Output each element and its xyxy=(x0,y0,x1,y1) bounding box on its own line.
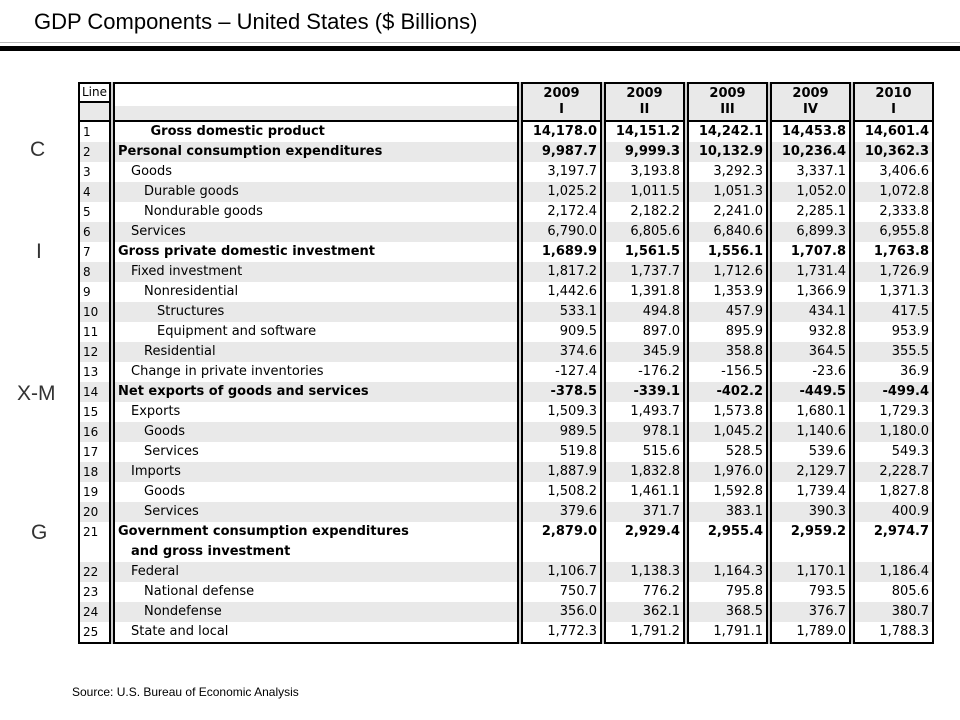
value-cell: 2,879.0 xyxy=(541,524,597,539)
value-cell: 2,228.7 xyxy=(855,462,932,482)
period-year: 2010 xyxy=(875,86,912,101)
value-cell: 6,955.8 xyxy=(855,222,932,242)
label-column-header xyxy=(115,84,517,122)
value-cell: 1,052.0 xyxy=(772,182,849,202)
value-cell: -127.4 xyxy=(555,364,597,379)
value-cell: 989.5 xyxy=(523,422,600,442)
value-cell: 1,170.1 xyxy=(772,562,849,582)
value-cell: -176.2 xyxy=(638,364,680,379)
period-quarter: II xyxy=(639,102,650,117)
line-number-cell: 19 xyxy=(83,485,99,499)
value-cell: 1,138.3 xyxy=(606,562,683,582)
value-cell: 1,827.8 xyxy=(879,484,929,499)
value-cell: 1,180.0 xyxy=(855,422,932,442)
value-cell: 355.5 xyxy=(855,342,932,362)
line-number-cell: 6 xyxy=(80,222,109,242)
value-cell: 1,051.3 xyxy=(689,182,766,202)
value-cell: 1,371.3 xyxy=(879,284,929,299)
source-note: Source: U.S. Bureau of Economic Analysis xyxy=(72,685,299,699)
value-cell: 1,707.8 xyxy=(790,244,846,259)
line-number-cell: 12 xyxy=(80,342,109,362)
value-cell: 368.5 xyxy=(689,602,766,622)
value-cell: -402.2 xyxy=(689,382,766,402)
value-cell: 358.8 xyxy=(689,342,766,362)
label-column xyxy=(113,82,519,644)
row-label-cell: Goods xyxy=(131,164,173,179)
row-label-cell: Residential xyxy=(115,342,517,362)
value-cell: 1,508.2 xyxy=(547,484,597,499)
value-cell: 2,172.4 xyxy=(547,204,597,219)
margin-label-investment: I xyxy=(36,240,42,263)
row-label-cell: National defense xyxy=(144,584,255,599)
value-cell: 10,132.9 xyxy=(689,142,766,162)
period-column-header xyxy=(689,84,766,122)
value-cell: -449.5 xyxy=(772,382,849,402)
value-cell: -156.5 xyxy=(721,364,763,379)
row-label-cell: State and local xyxy=(131,624,229,639)
row-label-cell: Goods xyxy=(144,484,186,499)
value-cell: 1,573.8 xyxy=(713,404,763,419)
title-rule-thin xyxy=(0,42,960,43)
value-cell: 3,337.1 xyxy=(796,164,846,179)
line-number-cell: 20 xyxy=(80,502,109,522)
data-column-2010-I xyxy=(853,82,934,644)
row-label-cell: Net exports of goods and services xyxy=(115,382,517,402)
value-cell: 356.0 xyxy=(523,602,600,622)
margin-label-consumption: C xyxy=(30,138,46,161)
page-title: GDP Components – United States ($ Billions) xyxy=(34,9,478,34)
value-cell: -23.6 xyxy=(812,364,846,379)
value-cell: 364.5 xyxy=(772,342,849,362)
row-label-cell: Goods xyxy=(115,422,517,442)
line-number-cell: 2 xyxy=(80,142,109,162)
line-number-cell: 7 xyxy=(83,245,91,259)
value-cell: 539.6 xyxy=(808,444,846,459)
value-cell: 1,763.8 xyxy=(873,244,929,259)
row-label-cell xyxy=(115,522,517,562)
value-cell: 3,406.6 xyxy=(879,164,929,179)
period-quarter: I xyxy=(891,102,896,117)
value-cell: 1,493.7 xyxy=(630,404,680,419)
value-cell: 533.1 xyxy=(523,302,600,322)
value-cell: 1,731.4 xyxy=(772,262,849,282)
value-cell: 1,788.3 xyxy=(879,624,929,639)
value-cell: 14,453.8 xyxy=(781,124,846,139)
row-label-cell: Durable goods xyxy=(115,182,517,202)
value-cell: 1,045.2 xyxy=(689,422,766,442)
line-number-cell: 21 xyxy=(83,525,99,539)
value-cell: 1,789.0 xyxy=(796,624,846,639)
value-cell: 14,151.2 xyxy=(615,124,680,139)
row-label-cell: Services xyxy=(144,444,199,459)
value-cell: 383.1 xyxy=(689,502,766,522)
value-cell: 1,791.1 xyxy=(713,624,763,639)
value-cell: 1,072.8 xyxy=(855,182,932,202)
value-cell: 2,974.7 xyxy=(873,524,929,539)
value-cell: 434.1 xyxy=(772,302,849,322)
value-cell: 1,887.9 xyxy=(523,462,600,482)
row-label-cell: Exports xyxy=(131,404,181,419)
value-cell: -499.4 xyxy=(855,382,932,402)
value-cell: 1,772.3 xyxy=(547,624,597,639)
value-cell: 10,362.3 xyxy=(855,142,932,162)
period-column-header xyxy=(523,84,600,122)
value-cell: 390.3 xyxy=(772,502,849,522)
line-number-cell: 22 xyxy=(80,562,109,582)
row-label-cell: Gross domestic product xyxy=(150,124,325,139)
value-cell: 1,712.6 xyxy=(689,262,766,282)
margin-label-net-exports: X-M xyxy=(17,382,56,405)
value-cell: 1,140.6 xyxy=(772,422,849,442)
period-year: 2009 xyxy=(543,86,580,101)
value-cell: 3,197.7 xyxy=(547,164,597,179)
row-label-cell: Personal consumption expenditures xyxy=(115,142,517,162)
data-column-2009-II xyxy=(604,82,685,644)
line-number-cell: 13 xyxy=(83,365,99,379)
value-cell: 795.8 xyxy=(725,584,763,599)
data-column-2009-I xyxy=(521,82,602,644)
value-cell: 1,739.4 xyxy=(796,484,846,499)
value-cell: 1,106.7 xyxy=(523,562,600,582)
row-label-cell: Equipment and software xyxy=(157,324,317,339)
value-cell: 3,193.8 xyxy=(630,164,680,179)
value-cell: 519.8 xyxy=(559,444,597,459)
value-cell: 2,333.8 xyxy=(879,204,929,219)
period-year: 2009 xyxy=(792,86,829,101)
value-cell: 494.8 xyxy=(606,302,683,322)
row-label-line2: and gross investment xyxy=(131,544,291,559)
value-cell: 1,025.2 xyxy=(523,182,600,202)
data-column-2009-IV xyxy=(770,82,851,644)
value-cell: 374.6 xyxy=(523,342,600,362)
value-cell: 1,561.5 xyxy=(624,244,680,259)
value-cell: 1,680.1 xyxy=(796,404,846,419)
value-cell: 345.9 xyxy=(606,342,683,362)
value-cell: 932.8 xyxy=(808,324,846,339)
value-cell: 6,790.0 xyxy=(523,222,600,242)
value-cell: 1,186.4 xyxy=(855,562,932,582)
line-number-cell: 15 xyxy=(83,405,99,419)
value-cell: 1,391.8 xyxy=(630,284,680,299)
row-label-cell: Services xyxy=(115,222,517,242)
line-number-cell: 8 xyxy=(80,262,109,282)
line-column-header xyxy=(80,84,109,122)
value-cell: 2,241.0 xyxy=(713,204,763,219)
value-cell: 1,791.2 xyxy=(630,624,680,639)
line-number-cell: 14 xyxy=(80,382,109,402)
value-cell: -339.1 xyxy=(606,382,683,402)
row-label-cell: Nondefense xyxy=(115,602,517,622)
row-label-cell: Nondurable goods xyxy=(144,204,263,219)
title-rule-thick xyxy=(0,46,960,51)
row-label-cell: Gross private domestic investment xyxy=(118,244,376,259)
data-column-2009-III xyxy=(687,82,768,644)
row-label-cell: Fixed investment xyxy=(115,262,517,282)
line-number-cell: 24 xyxy=(80,602,109,622)
value-cell: 14,178.0 xyxy=(532,124,597,139)
value-cell: 549.3 xyxy=(891,444,929,459)
period-column-header xyxy=(772,84,849,122)
line-number-cell: 5 xyxy=(83,205,91,219)
line-number-cell: 9 xyxy=(83,285,91,299)
value-cell: 6,805.6 xyxy=(606,222,683,242)
value-cell: 909.5 xyxy=(559,324,597,339)
value-cell: 1,726.9 xyxy=(855,262,932,282)
period-year: 2009 xyxy=(626,86,663,101)
value-cell: 750.7 xyxy=(559,584,597,599)
value-cell: 362.1 xyxy=(606,602,683,622)
line-number-cell: 25 xyxy=(83,625,99,639)
value-cell: 1,353.9 xyxy=(713,284,763,299)
row-label-cell: Federal xyxy=(115,562,517,582)
value-cell: 457.9 xyxy=(689,302,766,322)
row-label-cell: Change in private inventories xyxy=(131,364,324,379)
period-year: 2009 xyxy=(709,86,746,101)
line-number-cell: 4 xyxy=(80,182,109,202)
gdp-table xyxy=(78,82,934,644)
line-number-cell: 23 xyxy=(83,585,99,599)
value-cell: 371.7 xyxy=(606,502,683,522)
row-label-cell: Structures xyxy=(115,302,517,322)
line-header-label: Line xyxy=(80,84,109,103)
value-cell: 1,976.0 xyxy=(689,462,766,482)
value-cell: 1,689.9 xyxy=(541,244,597,259)
value-cell: 897.0 xyxy=(642,324,680,339)
value-cell: 1,366.9 xyxy=(796,284,846,299)
value-cell: 2,182.2 xyxy=(630,204,680,219)
period-column-header xyxy=(855,84,932,122)
value-cell: 1,729.3 xyxy=(879,404,929,419)
value-cell: 1,817.2 xyxy=(523,262,600,282)
value-cell: 2,129.7 xyxy=(772,462,849,482)
value-cell: 10,236.4 xyxy=(772,142,849,162)
row-label-cell: Nonresidential xyxy=(144,284,239,299)
row-label-cell: Services xyxy=(115,502,517,522)
value-cell: 953.9 xyxy=(891,324,929,339)
value-cell: 1,556.1 xyxy=(707,244,763,259)
value-cell: 776.2 xyxy=(642,584,680,599)
line-number-cell: 17 xyxy=(83,445,99,459)
period-quarter: I xyxy=(559,102,564,117)
value-cell: 2,285.1 xyxy=(796,204,846,219)
value-cell: 6,840.6 xyxy=(689,222,766,242)
value-cell: 400.9 xyxy=(855,502,932,522)
value-cell: 1,592.8 xyxy=(713,484,763,499)
row-label-cell: Imports xyxy=(115,462,517,482)
value-cell: 1,461.1 xyxy=(630,484,680,499)
value-cell: 1,509.3 xyxy=(547,404,597,419)
margin-label-government: G xyxy=(31,521,48,544)
period-column-header xyxy=(606,84,683,122)
value-cell: -378.5 xyxy=(523,382,600,402)
value-cell: 528.5 xyxy=(725,444,763,459)
value-cell: 9,999.3 xyxy=(606,142,683,162)
value-cell: 379.6 xyxy=(523,502,600,522)
line-number-cell: 11 xyxy=(83,325,99,339)
line-number-cell: 18 xyxy=(80,462,109,482)
line-number-cell: 3 xyxy=(83,165,91,179)
value-cell: 805.6 xyxy=(891,584,929,599)
value-cell: 1,011.5 xyxy=(606,182,683,202)
value-cell: 1,164.3 xyxy=(689,562,766,582)
value-cell: 3,292.3 xyxy=(713,164,763,179)
value-cell: 36.9 xyxy=(900,364,929,379)
line-number-cell: 10 xyxy=(80,302,109,322)
value-cell: 14,242.1 xyxy=(698,124,763,139)
value-cell: 1,737.7 xyxy=(606,262,683,282)
period-quarter: IV xyxy=(803,102,818,117)
value-cell: 515.6 xyxy=(642,444,680,459)
value-cell: 2,955.4 xyxy=(707,524,763,539)
value-cell: 1,442.6 xyxy=(547,284,597,299)
value-cell: 1,832.8 xyxy=(606,462,683,482)
line-column xyxy=(78,82,111,644)
value-cell: 417.5 xyxy=(855,302,932,322)
value-cell: 14,601.4 xyxy=(864,124,929,139)
value-cell: 376.7 xyxy=(772,602,849,622)
line-number-cell: 1 xyxy=(83,125,91,139)
value-cell: 978.1 xyxy=(606,422,683,442)
value-cell: 793.5 xyxy=(808,584,846,599)
line-number-cell: 16 xyxy=(80,422,109,442)
value-cell: 9,987.7 xyxy=(523,142,600,162)
row-label-line1: Government consumption expenditures xyxy=(118,524,409,539)
value-cell: 895.9 xyxy=(725,324,763,339)
value-cell: 2,929.4 xyxy=(624,524,680,539)
value-cell: 6,899.3 xyxy=(772,222,849,242)
value-cell: 2,959.2 xyxy=(790,524,846,539)
period-quarter: III xyxy=(720,102,735,117)
value-cell: 380.7 xyxy=(855,602,932,622)
